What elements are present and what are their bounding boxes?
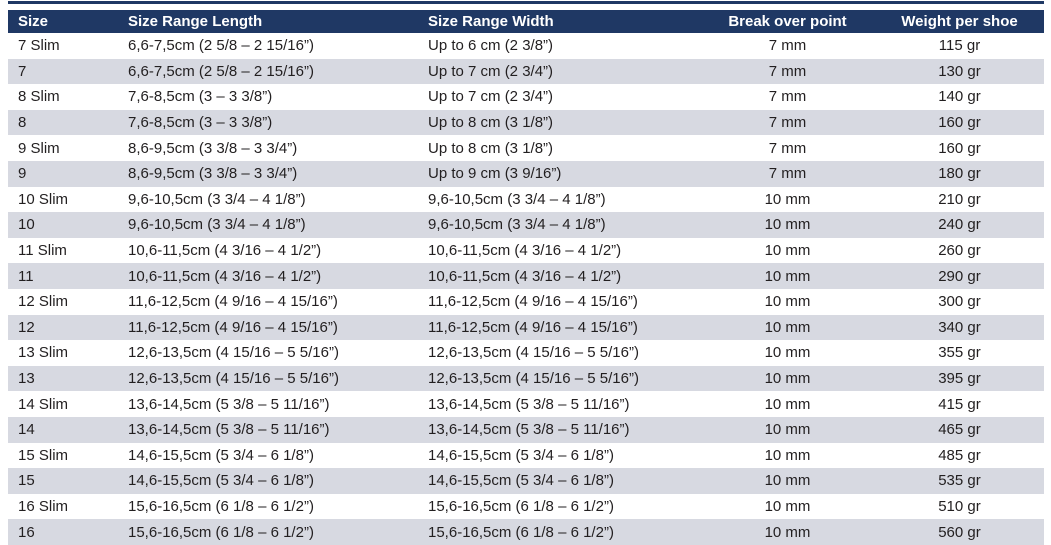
col-header-weight: Weight per shoe [875,10,1044,33]
table-row [8,187,1044,213]
cell-size: 14 [18,421,35,439]
cell-length: 6,6-7,5cm (2 5/8 – 2 15/16”) [128,62,314,80]
cell-size: 9 [18,165,27,183]
cell-break: 10 mm [764,446,811,464]
cell-width: Up to 8 cm (3 1/8”) [428,139,554,157]
cell-length: 7,6-8,5cm (3 – 3 3/8”) [128,88,273,106]
cell-width: 10,6-11,5cm (4 3/16 – 4 1/2”) [428,267,622,285]
cell-width: 15,6-16,5cm (6 1/8 – 6 1/2”) [428,523,614,541]
cell-weight: 415 gr [938,395,981,413]
cell-weight: 240 gr [938,216,981,234]
cell-weight: 355 gr [938,344,981,362]
cell-width: 13,6-14,5cm (5 3/8 – 5 11/16”) [428,395,630,413]
cell-size: 12 Slim [18,293,69,311]
table-body [8,33,1044,545]
col-header-length: Size Range Length [118,10,418,33]
table-row [8,161,1044,187]
cell-width: Up to 7 cm (2 3/4”) [428,62,554,80]
cell-size: 10 Slim [18,190,69,208]
cell-width: 13,6-14,5cm (5 3/8 – 5 11/16”) [428,421,630,439]
table-row [8,289,1044,315]
cell-break: 10 mm [764,344,811,362]
cell-break: 10 mm [764,421,811,439]
col-header-width: Size Range Width [418,10,700,33]
cell-size: 8 Slim [18,88,60,106]
table-row [8,238,1044,264]
cell-width: 12,6-13,5cm (4 15/16 – 5 5/16”) [428,344,639,362]
cell-break: 10 mm [764,267,811,285]
cell-break: 7 mm [768,165,807,183]
cell-size: 13 Slim [18,344,69,362]
cell-break: 7 mm [768,88,807,106]
cell-width: 11,6-12,5cm (4 9/16 – 4 15/16”) [428,293,638,311]
cell-size: 10 [18,216,35,234]
table-row [8,366,1044,392]
cell-size: 14 Slim [18,395,69,413]
cell-length: 10,6-11,5cm (4 3/16 – 4 1/2”) [128,267,322,285]
cell-weight: 560 gr [938,523,981,541]
table-row [8,519,1044,545]
cell-length: 7,6-8,5cm (3 – 3 3/8”) [128,114,273,132]
table-row [8,59,1044,85]
cell-width: 11,6-12,5cm (4 9/16 – 4 15/16”) [428,318,638,336]
cell-size: 8 [18,114,27,132]
cell-size: 11 [18,267,34,285]
cell-length: 11,6-12,5cm (4 9/16 – 4 15/16”) [128,293,338,311]
cell-weight: 115 gr [938,37,981,55]
cell-length: 13,6-14,5cm (5 3/8 – 5 11/16”) [128,395,330,413]
cell-break: 10 mm [764,395,811,413]
cell-break: 10 mm [764,242,811,260]
cell-length: 10,6-11,5cm (4 3/16 – 4 1/2”) [128,242,322,260]
cell-length: 9,6-10,5cm (3 3/4 – 4 1/8”) [128,190,306,208]
cell-weight: 260 gr [938,242,981,260]
cell-size: 13 [18,370,35,388]
cell-break: 10 mm [764,190,811,208]
cell-weight: 210 gr [938,190,981,208]
cell-size: 16 [18,523,35,541]
cell-size: 15 [18,472,35,490]
table-row [8,468,1044,494]
cell-width: 12,6-13,5cm (4 15/16 – 5 5/16”) [428,370,639,388]
cell-size: 15 Slim [18,446,69,464]
table-row [8,110,1044,136]
size-chart-table [8,10,1044,545]
cell-break: 10 mm [764,293,811,311]
cell-weight: 465 gr [938,421,981,439]
cell-length: 9,6-10,5cm (3 3/4 – 4 1/8”) [128,216,306,234]
cell-weight: 510 gr [938,497,981,515]
table-row [8,315,1044,341]
cell-size: 9 Slim [18,139,60,157]
cell-width: 14,6-15,5cm (5 3/4 – 6 1/8”) [428,472,614,490]
cell-break: 7 mm [768,114,807,132]
table-row [8,417,1044,443]
cell-length: 14,6-15,5cm (5 3/4 – 6 1/8”) [128,446,314,464]
cell-weight: 395 gr [938,370,981,388]
table-row [8,135,1044,161]
cell-length: 12,6-13,5cm (4 15/16 – 5 5/16”) [128,344,339,362]
cell-size: 7 Slim [18,37,60,55]
cell-length: 14,6-15,5cm (5 3/4 – 6 1/8”) [128,472,314,490]
cell-break: 10 mm [764,497,811,515]
cell-break: 7 mm [768,62,807,80]
cell-weight: 130 gr [938,62,981,80]
cell-break: 10 mm [764,472,811,490]
cell-length: 6,6-7,5cm (2 5/8 – 2 15/16”) [128,37,314,55]
cell-width: 9,6-10,5cm (3 3/4 – 4 1/8”) [428,190,606,208]
col-header-size: Size [8,10,118,33]
cell-length: 15,6-16,5cm (6 1/8 – 6 1/2”) [128,523,314,541]
cell-break: 7 mm [768,139,807,157]
cell-length: 8,6-9,5cm (3 3/8 – 3 3/4”) [128,165,298,183]
table-row [8,212,1044,238]
col-header-break: Break over point [700,10,875,33]
table-row [8,494,1044,520]
table-row [8,391,1044,417]
cell-size: 7 [18,62,27,80]
header-row [8,10,1044,33]
cell-size: 16 Slim [18,497,69,515]
cell-break: 10 mm [764,523,811,541]
cell-length: 8,6-9,5cm (3 3/8 – 3 3/4”) [128,139,298,157]
table-row [8,443,1044,469]
cell-width: 9,6-10,5cm (3 3/4 – 4 1/8”) [428,216,606,234]
cell-width: Up to 8 cm (3 1/8”) [428,114,554,132]
table-row [8,33,1044,59]
cell-weight: 535 gr [938,472,981,490]
cell-width: Up to 9 cm (3 9/16”) [428,165,562,183]
table-row [8,340,1044,366]
cell-width: Up to 6 cm (2 3/8”) [428,37,554,55]
cell-weight: 140 gr [938,88,981,106]
cell-weight: 485 gr [938,446,981,464]
cell-weight: 160 gr [938,139,981,157]
table-row [8,263,1044,289]
cell-weight: 290 gr [938,267,981,285]
cell-weight: 300 gr [938,293,981,311]
cell-break: 7 mm [768,37,807,55]
cell-weight: 180 gr [938,165,981,183]
cell-weight: 340 gr [938,318,981,336]
cell-weight: 160 gr [938,114,981,132]
cell-break: 10 mm [764,318,811,336]
cell-width: 10,6-11,5cm (4 3/16 – 4 1/2”) [428,242,622,260]
cell-length: 11,6-12,5cm (4 9/16 – 4 15/16”) [128,318,338,336]
cell-size: 11 Slim [18,242,67,260]
cell-width: Up to 7 cm (2 3/4”) [428,88,554,106]
cell-size: 12 [18,318,35,336]
top-rule-divider [8,1,1044,4]
cell-length: 12,6-13,5cm (4 15/16 – 5 5/16”) [128,370,339,388]
cell-length: 15,6-16,5cm (6 1/8 – 6 1/2”) [128,497,314,515]
table-row [8,84,1044,110]
cell-width: 14,6-15,5cm (5 3/4 – 6 1/8”) [428,446,614,464]
cell-break: 10 mm [764,370,811,388]
cell-break: 10 mm [764,216,811,234]
cell-width: 15,6-16,5cm (6 1/8 – 6 1/2”) [428,497,614,515]
cell-length: 13,6-14,5cm (5 3/8 – 5 11/16”) [128,421,330,439]
